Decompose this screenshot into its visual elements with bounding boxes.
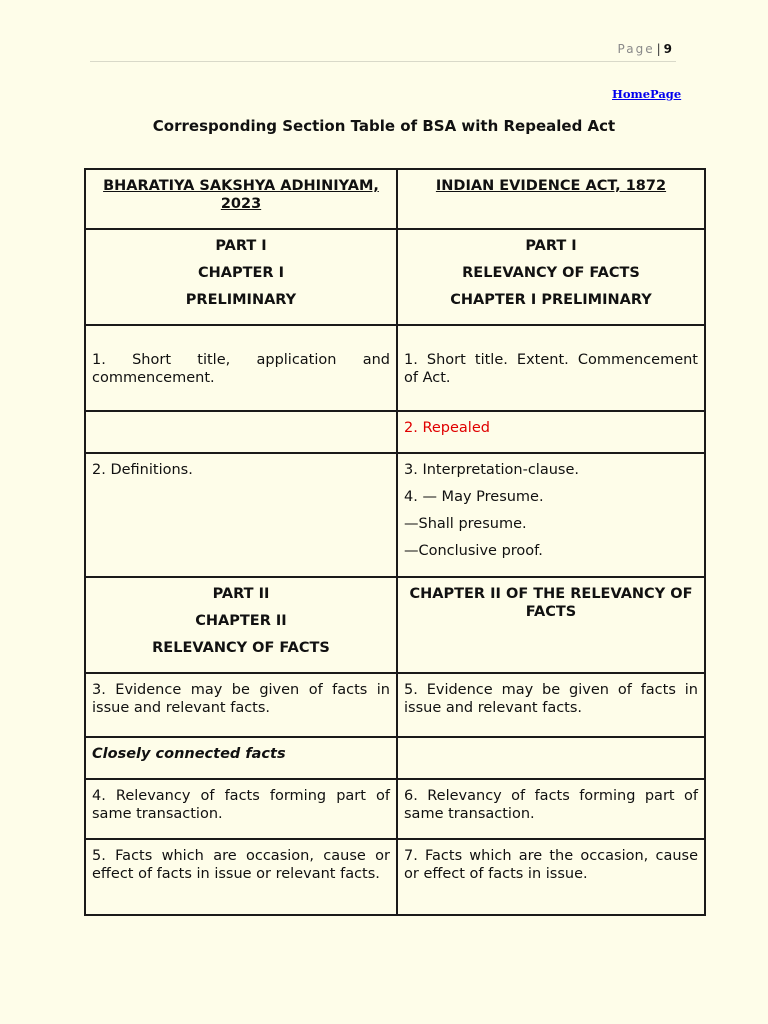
list-item: 4. — May Presume. (404, 489, 544, 505)
list-item: —Conclusive proof. (404, 543, 543, 559)
row-section7-iea: 7. Facts which are the occasion, cause or effect of facts in issue. (397, 839, 705, 915)
list-item: —Shall presume. (404, 516, 527, 532)
row-definitions-iea (397, 453, 705, 577)
row-part1-iea (397, 229, 705, 325)
table-row (85, 839, 705, 915)
page-word: Page (617, 42, 655, 56)
page-separator: | (656, 42, 661, 56)
row-section6-iea: 6. Relevancy of facts forming part of same transaction. (397, 779, 705, 839)
list-item: 3. Interpretation-clause. (404, 462, 579, 478)
row-closely-connected-iea (397, 737, 705, 779)
row-section3-bsa: 3. Evidence may be given of facts in issue and relevant facts. (85, 673, 397, 737)
chapter-label: CHAPTER I PRELIMINARY (450, 292, 652, 308)
table-row (85, 673, 705, 737)
chapter-name: RELEVANCY OF FACTS (152, 640, 330, 656)
row-repealed-bsa (85, 411, 397, 453)
row-definitions-bsa: 2. Definitions. (85, 453, 397, 577)
page-header (90, 40, 676, 62)
table-header-row (85, 169, 705, 229)
row-section1-bsa: 1. Short title, application and commencement. (85, 325, 397, 411)
table-row (85, 229, 705, 325)
homepage-link[interactable]: HomePage (612, 87, 682, 101)
table-row (85, 779, 705, 839)
section-table (84, 168, 706, 916)
table-row (85, 737, 705, 779)
row-section5-iea: 5. Evidence may be given of facts in issue and relevant facts. (397, 673, 705, 737)
page-number-value: 9 (663, 42, 672, 56)
row-closely-connected-bsa: Closely connected facts (85, 737, 397, 779)
table-row (85, 577, 705, 673)
part-label: PART II (212, 586, 270, 602)
row-section4-bsa: 4. Relevancy of facts forming part of same transaction. (85, 779, 397, 839)
part-label: PART I (525, 238, 577, 254)
row-part2-bsa (85, 577, 397, 673)
header-bsa: BHARATIYA SAKSHYA ADHINIYAM, 2023 (85, 169, 397, 229)
part-name: RELEVANCY OF FACTS (462, 265, 640, 281)
document-title: Corresponding Section Table of BSA with Repealed Act (152, 117, 616, 135)
header-iea: INDIAN EVIDENCE ACT, 1872 (397, 169, 705, 229)
page-number (618, 42, 672, 56)
chapter-name: PRELIMINARY (185, 292, 297, 308)
table-row (85, 325, 705, 411)
row-repealed-iea: 2. Repealed (397, 411, 705, 453)
row-part2-iea: CHAPTER II OF THE RELEVANCY OF FACTS (397, 577, 705, 673)
row-part1-bsa (85, 229, 397, 325)
chapter-label: CHAPTER I (197, 265, 285, 281)
table-row (85, 453, 705, 577)
chapter-label: CHAPTER II (195, 613, 287, 629)
row-section1-iea: 1. Short title. Extent. Commencement of Act. (397, 325, 705, 411)
part-label: PART I (215, 238, 267, 254)
table-row (85, 411, 705, 453)
row-section5-bsa: 5. Facts which are occasion, cause or effect of facts in issue or relevant facts. (85, 839, 397, 915)
